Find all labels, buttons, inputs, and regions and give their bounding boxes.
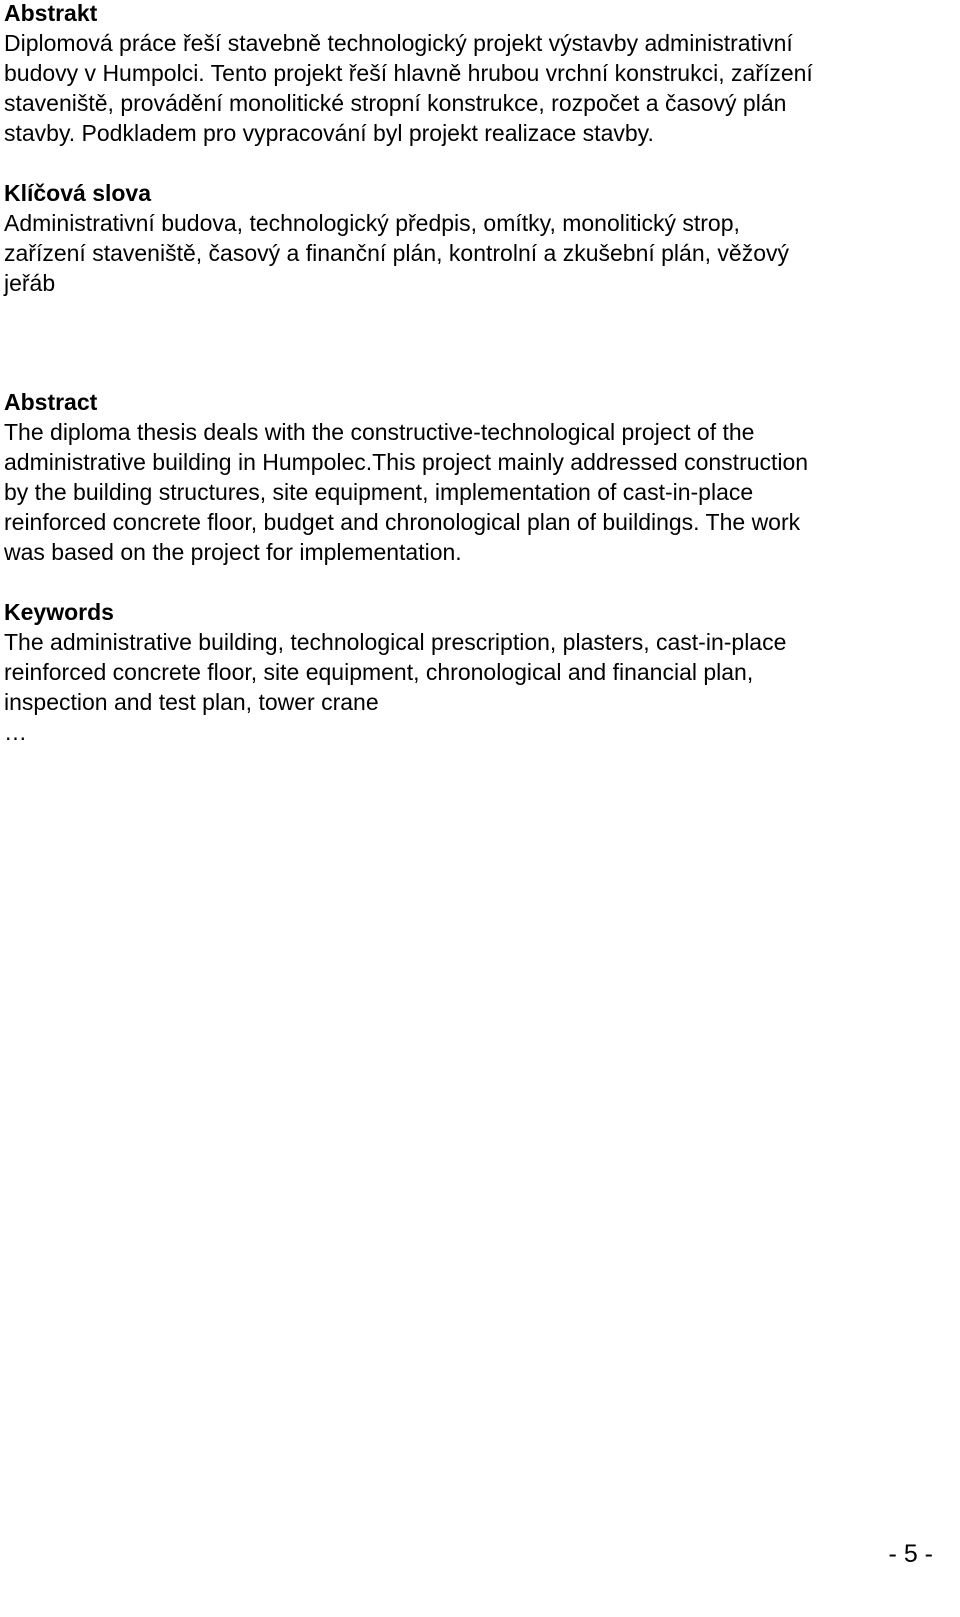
- keywords-section: [4, 597, 954, 747]
- keywords-line: reinforced concrete floor, site equipment, chronological and financial plan,: [4, 659, 754, 685]
- abstrakt-line: budovy v Humpolci. Tento projekt řeší hlavně hrubou vrchní konstrukci, zařízení: [4, 60, 813, 86]
- klicova-slova-line: Administrativní budova, technologický předpis, omítky, monolitický strop,: [4, 210, 740, 236]
- keywords-line: The administrative building, technological prescription, plasters, cast-in-place: [4, 629, 787, 655]
- klicova-slova-section: [4, 178, 954, 298]
- abstract-line: administrative building in Humpolec.This project mainly addressed construction: [4, 449, 809, 475]
- abstrakt-section: [4, 0, 954, 148]
- abstrakt-line: stavby. Podkladem pro vypracování byl projekt realizace stavby.: [4, 120, 654, 146]
- abstract-line: reinforced concrete floor, budget and chronological plan of buildings. The work: [4, 509, 801, 535]
- abstract-line: by the building structures, site equipment, implementation of cast-in-place: [4, 479, 754, 505]
- document-page: [4, 0, 954, 747]
- abstrakt-heading: Abstrakt: [4, 0, 98, 26]
- ellipsis: …: [4, 719, 27, 745]
- abstract-heading: Abstract: [4, 389, 98, 415]
- abstract-section: [4, 387, 954, 567]
- abstract-line: The diploma thesis deals with the constructive-technological project of the: [4, 419, 755, 445]
- klicova-slova-line: zařízení staveniště, časový a finanční plán, kontrolní a zkušební plán, věžový: [4, 240, 789, 266]
- keywords-heading: Keywords: [4, 599, 114, 625]
- abstrakt-line: staveniště, provádění monolitické stropní konstrukce, rozpočet a časový plán: [4, 90, 787, 116]
- abstrakt-line: Diplomová práce řeší stavebně technologický projekt výstavby administrativní: [4, 30, 793, 56]
- abstract-line: was based on the project for implementation.: [4, 539, 462, 565]
- page-number: - 5 -: [888, 1540, 933, 1568]
- klicova-slova-heading: Klíčová slova: [4, 180, 152, 206]
- keywords-line: inspection and test plan, tower crane: [4, 689, 379, 715]
- klicova-slova-line: jeřáb: [4, 270, 56, 296]
